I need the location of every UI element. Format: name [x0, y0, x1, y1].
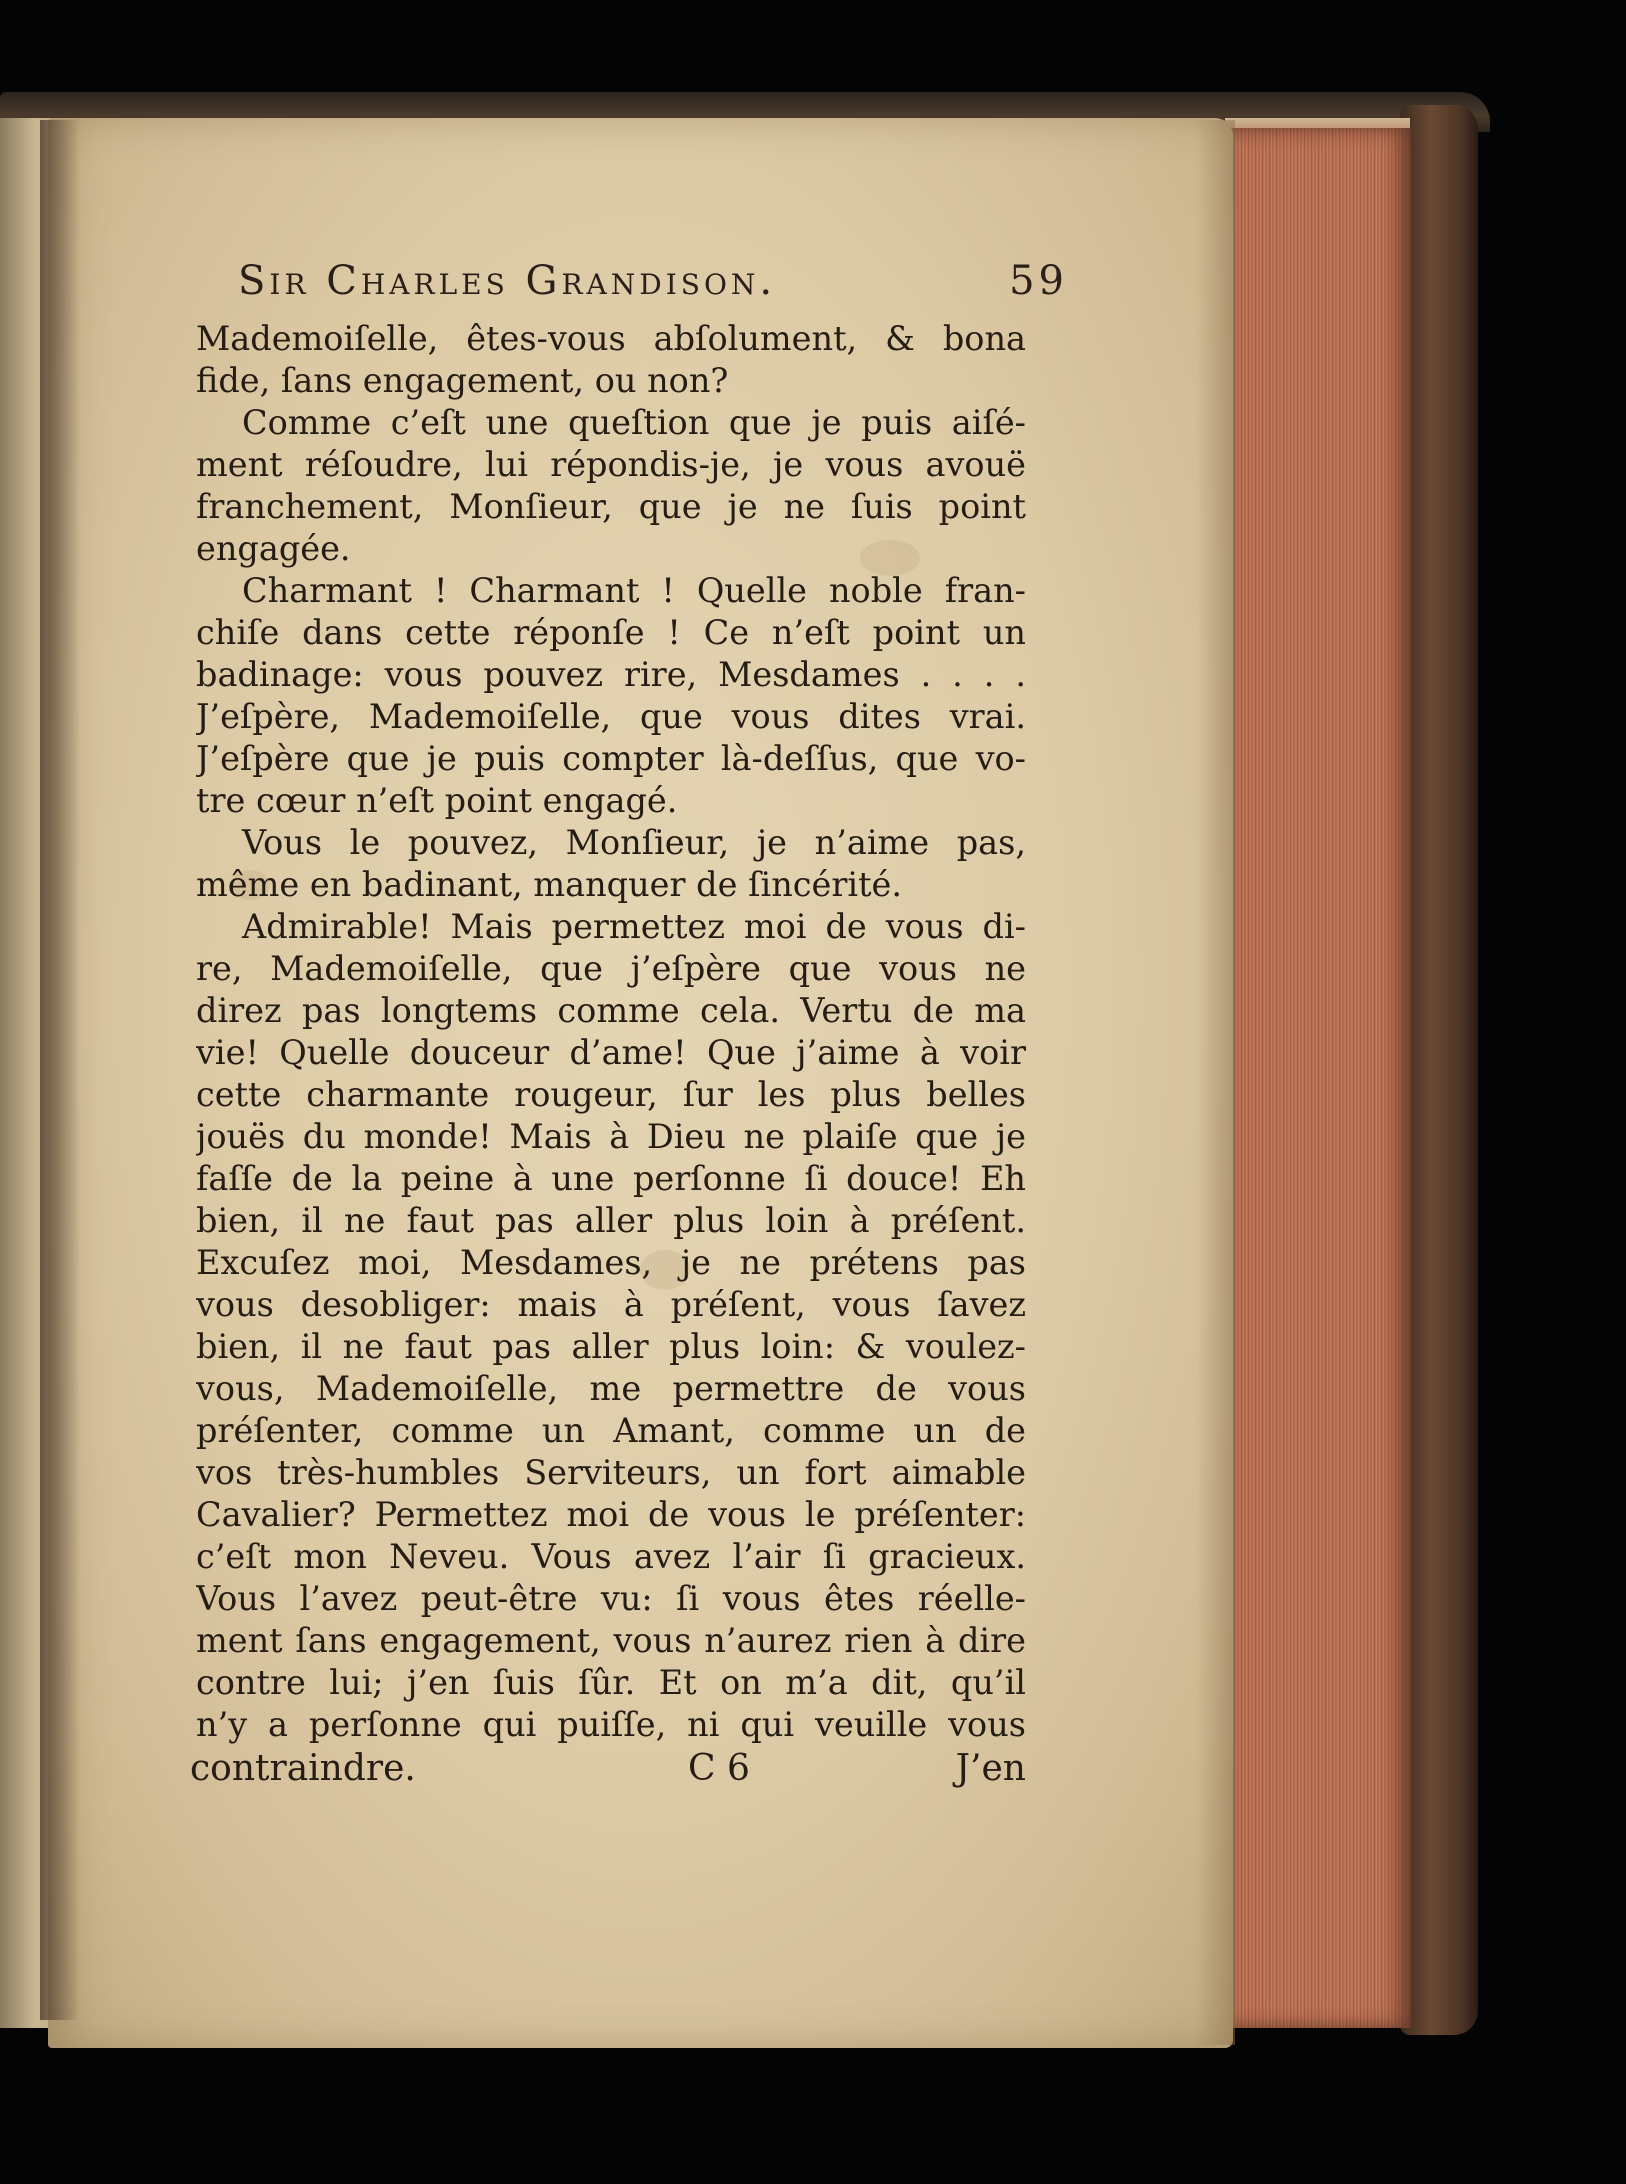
text-line: Mademoiſelle, êtes-vous abſolument, & bona: [196, 319, 1026, 358]
text-line: c’eſt mon Neveu. Vous avez l’air ſi gracieux.: [196, 1537, 1026, 1576]
page-curve-shadow: [1195, 120, 1235, 2045]
text-line: Charmant ! Charmant ! Quelle noble fran-: [242, 571, 1026, 610]
text-line: re, Mademoiſelle, que j’eſpère que vous ne: [196, 949, 1026, 988]
page-footer: [190, 1748, 1026, 1796]
text-line: ment réſoudre, lui répondis-je, je vous avouë: [196, 445, 1026, 484]
text-line: J’eſpère, Mademoiſelle, que vous dites vrai.: [196, 697, 1026, 736]
text-line: Admirable! Mais permettez moi de vous di-: [242, 907, 1026, 946]
body-text: [196, 318, 1026, 1746]
text-line: Cavalier? Permettez moi de vous le préſenter:: [196, 1495, 1026, 1534]
text-line: fide, ſans engagement, ou non?: [196, 361, 729, 400]
text-line: vos très-humbles Serviteurs, un fort aimable: [196, 1453, 1026, 1492]
text-line: Vous le pouvez, Monſieur, je n’aime pas,: [242, 823, 1026, 862]
text-line: engagée.: [196, 529, 351, 568]
text-line: franchement, Monſieur, que je ne ſuis point: [196, 487, 1026, 526]
text-line: vous, Mademoiſelle, me permettre de vous: [196, 1369, 1026, 1408]
gilt-page-edge: [1225, 128, 1411, 2028]
text-line: jouës du monde! Mais à Dieu ne plaiſe que je: [196, 1117, 1026, 1156]
text-line: n’y a perſonne qui puiſſe, ni qui veuille vous: [196, 1705, 1026, 1744]
text-line: bien, il ne faut pas aller plus loin à préſent.: [196, 1201, 1026, 1240]
running-title: Sir Charles Grandison.: [238, 258, 777, 304]
text-line: tre cœur n’eſt point engagé.: [196, 781, 678, 820]
text-line: vous desobliger: mais à préſent, vous ſavez: [196, 1285, 1026, 1324]
text-line: bien, il ne faut pas aller plus loin: & voulez-: [196, 1327, 1026, 1366]
text-line: Vous l’avez peut-être vu: ſi vous êtes réelle-: [196, 1579, 1026, 1618]
text-line: badinage: vous pouvez rire, Mesdames . . . .: [196, 655, 1026, 694]
text-line: chiſe dans cette réponſe ! Ce n’eſt point un: [196, 613, 1026, 652]
text-line: ment ſans engagement, vous n’aurez rien à dire: [196, 1621, 1026, 1660]
signature-mark: C 6: [688, 1748, 750, 1789]
text-line: faſſe de la peine à une perſonne ſi douce! Eh: [196, 1159, 1026, 1198]
text-line: contre lui; j’en ſuis ſûr. Et on m’a dit, qu’il: [196, 1663, 1026, 1702]
text-line: direz pas longtems comme cela. Vertu de ma: [196, 991, 1026, 1030]
text-line: J’eſpère que je puis compter là-deſſus, que vo-: [196, 739, 1026, 778]
text-line: préſenter, comme un Amant, comme un de: [196, 1411, 1026, 1450]
text-line: Comme c’eſt une queſtion que je puis aiſé-: [242, 403, 1026, 442]
last-line-word: contraindre.: [190, 1748, 416, 1789]
back-cover: [1400, 105, 1478, 2035]
text-line: Excuſez moi, Mesdames, je ne prétens pas: [196, 1243, 1026, 1282]
text-line: même en badinant, manquer de ſincérité.: [196, 865, 903, 904]
text-line: vie! Quelle douceur d’ame! Que j’aime à voir: [196, 1033, 1026, 1072]
page-number: 59: [1009, 258, 1068, 304]
text-line: cette charmante rougeur, ſur les plus belles: [196, 1075, 1026, 1114]
page-header: [238, 258, 1068, 308]
catchword: J’en: [955, 1748, 1026, 1789]
gutter-shadow: [40, 120, 80, 2020]
